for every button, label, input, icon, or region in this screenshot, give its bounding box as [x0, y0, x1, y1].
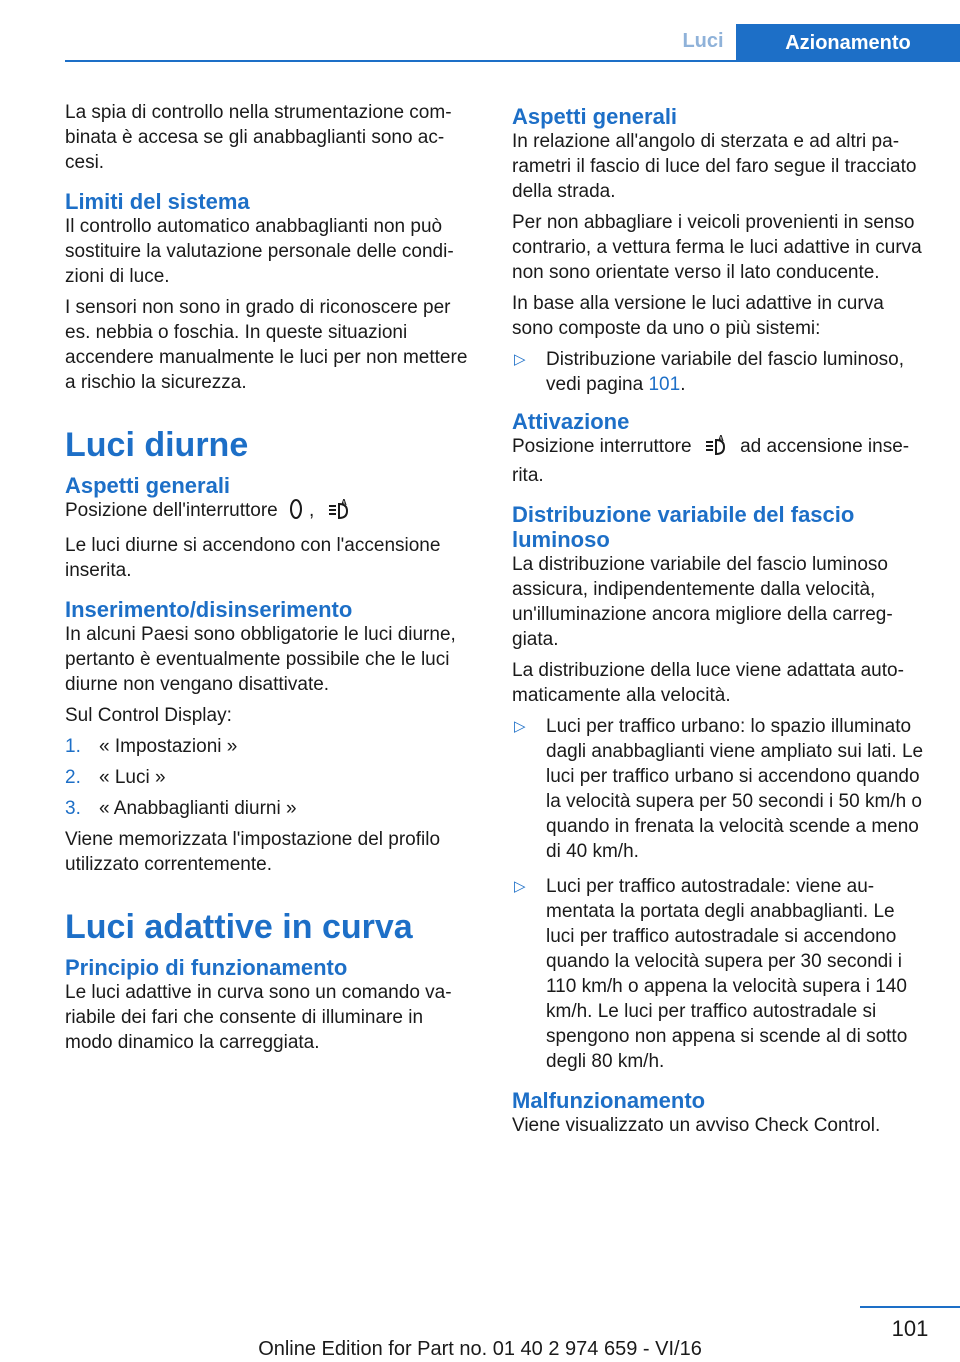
bullet-end: .: [680, 374, 686, 395]
heading-luci-diurne: Luci diurne: [65, 426, 249, 464]
inserimento-paragraph-3: Viene memorizzata l'impostazione del profilo utilizzato correntemente.: [65, 829, 441, 875]
distrib-paragraph-1: La distribuzione variabile del fascio luminoso assicura, indipendentemente dalla velocità, un'illuminazione ancora migliore della carreggiata.: [512, 554, 893, 650]
aspetti-switch-separator: ,: [309, 500, 315, 521]
step-number: 1.: [65, 736, 81, 757]
list-item: [65, 796, 475, 821]
traffic-modes-list: [512, 714, 924, 1074]
heading-limiti-sistema: Limiti del sistema: [65, 189, 250, 214]
list-item: [65, 765, 475, 790]
heading-principio: Principio di funzionamento: [65, 955, 348, 980]
bullet-triangle-icon: ▷: [514, 718, 526, 735]
step-text: « Luci »: [99, 767, 166, 788]
inserimento-paragraph-2: Sul Control Display:: [65, 705, 232, 726]
limiti-paragraph-1: Il controllo automatico anabbaglianti non può sostituire la valutazione personale delle condizioni di luce.: [65, 216, 454, 287]
step-number: 3.: [65, 798, 81, 819]
heading-malfunzionamento: Malfunzionamento: [512, 1088, 706, 1113]
intro-paragraph: La spia di controllo nella strumentazione combinata è accesa se gli anabbaglianti sono accesi.: [65, 102, 452, 173]
bullet-text: Luci per traffico autostradale: viene aumentata la portata degli anabbaglianti. Le luci per traffico autostradale si accendono quando la velocità supera per 30 secondi i 110 km/h o appena la velocità supera i 140 km/h. Le luci per traffico autostradale si spengono non appena si scende al di sotto degli 80 km/h.: [546, 876, 908, 1072]
settings-steps-list: [65, 734, 475, 821]
heading-aspetti-generali-left: Aspetti generali: [65, 473, 231, 498]
auto-light-icon: [703, 434, 729, 463]
auto-light-icon: [326, 498, 352, 527]
aspetti-switch-position: [65, 498, 475, 527]
bullet-text: Luci per traffico urbano: lo spazio illuminato dagli anabbaglianti viene ampliato sui lati. Le luci per traffico urbano si accendono quando la velocità supera per 50 secondi i 50 km/h o quando in frenata la velocità scende a meno di 40 km/h.: [546, 716, 924, 862]
header-rule: [65, 60, 736, 62]
heading-aspetti-generali-right: Aspetti generali: [512, 104, 678, 129]
attivazione-text-1: Posizione interruttore: [512, 436, 692, 457]
svg-text:A: A: [340, 498, 347, 507]
heading-attivazione: Attivazione: [512, 409, 630, 434]
right-aspetti-paragraph-2: Per non abbagliare i veicoli provenienti in senso contrario, a vettura ferma le luci adattive in curva non sono orientate verso il lato conducente.: [512, 212, 922, 283]
bullet-triangle-icon: ▷: [514, 351, 526, 368]
edition-footer: Online Edition for Part no. 01 40 2 974 659 - VI/16: [258, 1338, 702, 1360]
attivazione-text-2: ad accensione inserita.: [512, 436, 910, 486]
svg-text:A: A: [717, 434, 724, 443]
distrib-paragraph-2: La distribuzione della luce viene adattata automaticamente alla velocità.: [512, 660, 904, 706]
attivazione-paragraph: [512, 434, 924, 488]
heading-inserimento: Inserimento/disinserimento: [65, 597, 353, 622]
malf-paragraph: Viene visualizzato un avviso Check Control.: [512, 1115, 881, 1136]
left-column: [65, 100, 475, 1061]
page-link-101[interactable]: 101: [648, 374, 681, 395]
inserimento-paragraph-1: In alcuni Paesi sono obbligatorie le luci diurne, pertanto è eventualmente possibile che le luci diurne non vengano disattivate.: [65, 624, 456, 695]
list-item: [512, 874, 924, 1074]
right-aspetti-paragraph-3: In base alla versione le luci adattive in curva sono composte da uno o più sistemi:: [512, 293, 884, 339]
limiti-paragraph-2: I sensori non sono in grado di riconoscere per es. nebbia o foschia. In queste situazioni accendere manualmente le luci per non mettere a rischio la sicurezza.: [65, 297, 468, 393]
light-off-icon: [289, 498, 303, 527]
step-text: « Anabbaglianti diurni »: [99, 798, 297, 819]
bullet-text: Distribuzione variabile del fascio luminoso, vedi pagina: [546, 349, 905, 395]
section-tab-azionamento: Azionamento: [736, 24, 960, 62]
aspetti-switch-text: Posizione dell'interruttore: [65, 500, 278, 521]
list-item: [512, 714, 924, 864]
aspetti-paragraph-2: Le luci diurne si accendono con l'accensione inserita.: [65, 535, 441, 581]
heading-distribuzione: Distribuzione variabile del fascio luminoso: [512, 502, 855, 552]
heading-luci-adattive: Luci adattive in curva: [65, 908, 413, 946]
right-aspetti-paragraph-1: In relazione all'angolo di sterzata e ad altri parametri il fascio di luce del faro segue il tracciato della strada.: [512, 131, 917, 202]
step-text: « Impostazioni »: [99, 736, 238, 757]
bullet-triangle-icon: ▷: [514, 878, 526, 895]
breadcrumb-luci: Luci: [682, 30, 724, 52]
list-item: [65, 734, 475, 759]
systems-list: [512, 347, 924, 397]
list-item: [512, 347, 924, 397]
page-number: 101: [891, 1316, 929, 1341]
right-column: [512, 100, 924, 1144]
principio-paragraph: Le luci adattive in curva sono un comando variabile dei fari che consente di illuminare in modo dinamico la carreggiata.: [65, 982, 452, 1053]
step-number: 2.: [65, 767, 81, 788]
footer-rule: [860, 1306, 960, 1308]
